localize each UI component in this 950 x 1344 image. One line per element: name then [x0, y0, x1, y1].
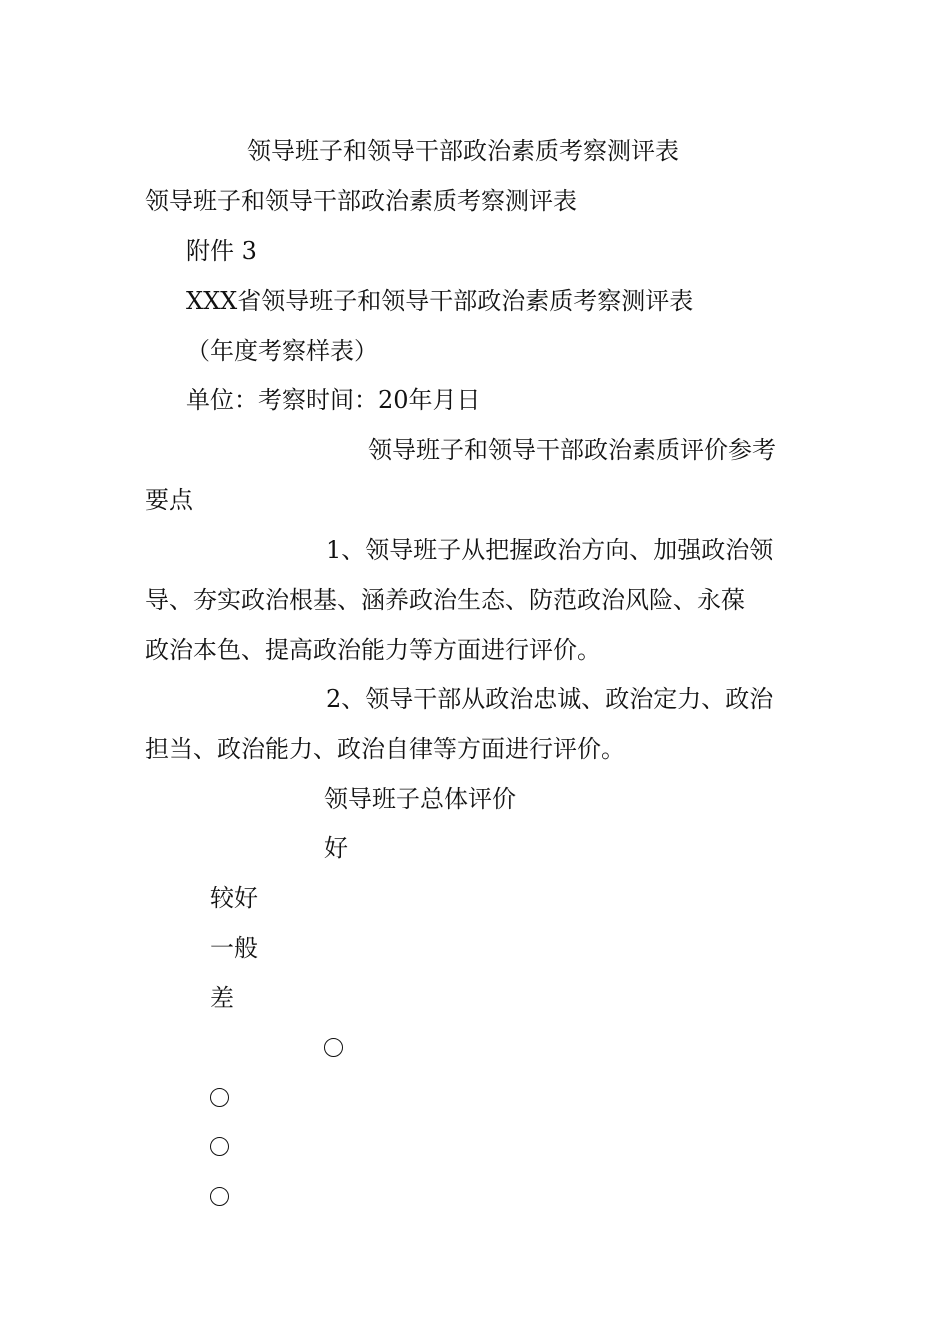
sample-note: （年度考察样表）: [186, 337, 378, 365]
evaluation-option-poor: 差: [210, 984, 234, 1012]
evaluation-heading: 领导班子总体评价: [324, 785, 516, 813]
radio-circle-icon[interactable]: [324, 1038, 343, 1057]
document-subtitle: 领导班子和领导干部政治素质考察测评表: [145, 187, 577, 215]
form-title: XXX省领导班子和领导干部政治素质考察测评表: [186, 287, 694, 315]
unit-and-time-line: 单位：考察时间：20年月日: [186, 386, 481, 414]
reference-heading-continued: 要点: [145, 486, 193, 514]
radio-circle-icon[interactable]: [210, 1088, 229, 1107]
point-2-line-2: 担当、政治能力、政治自律等方面进行评价。: [145, 735, 625, 763]
point-1-line-3: 政治本色、提高政治能力等方面进行评价。: [145, 636, 601, 664]
evaluation-option-average: 一般: [210, 934, 258, 962]
radio-circle-icon[interactable]: [210, 1187, 229, 1206]
point-1-line-2: 导、夯实政治根基、涵养政治生态、防范政治风险、永葆: [145, 586, 745, 614]
point-2-line-1: 2、领导干部从政治忠诚、政治定力、政治: [326, 685, 774, 713]
evaluation-option-fairly-good: 较好: [210, 884, 258, 912]
reference-heading: 领导班子和领导干部政治素质评价参考: [368, 436, 776, 464]
radio-circle-icon[interactable]: [210, 1137, 229, 1156]
attachment-label: 附件 3: [186, 237, 257, 265]
point-1-line-1: 1、领导班子从把握政治方向、加强政治领: [326, 536, 774, 564]
evaluation-option-good: 好: [324, 834, 348, 862]
page-title: 领导班子和领导干部政治素质考察测评表: [247, 137, 679, 165]
